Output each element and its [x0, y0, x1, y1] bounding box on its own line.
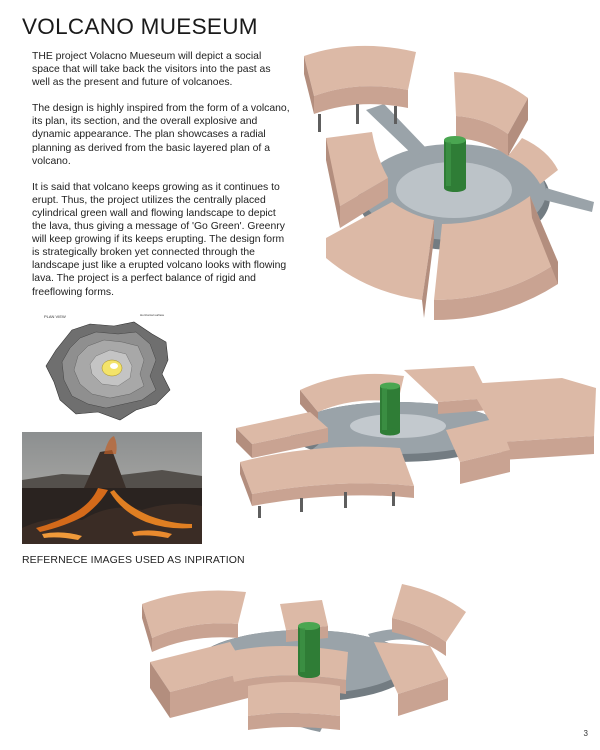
paragraph-intro: THE project Volacno Mueseum will depict a social space that will take back the visitors into the past as well as the present and future of volcanoes.	[32, 51, 271, 89]
paragraph-inspiration: The design is highly inspired from the form of a volcano, its plan, its section, and the overall explosive and dynamic appearance. The plan showcases a radial planning as derived from the basic layered plan of a volcano.	[32, 103, 290, 167]
page-title: VOLCANO MUESEUM	[22, 14, 258, 39]
plan-view-diagram	[32, 312, 192, 427]
model-view-bottom	[130, 582, 470, 742]
plan-view-note: Horizontal surface	[140, 313, 165, 317]
description-text	[32, 50, 290, 312]
model-view-middle	[228, 358, 598, 520]
reference-caption: REFERNECE IMAGES USED AS INPIRATION	[22, 554, 245, 566]
walkway	[544, 188, 594, 212]
model-view-top	[296, 38, 596, 320]
page-number: 3	[583, 729, 588, 738]
paragraph-concept: It is said that volcano keeps growing as it continues to erupt. Thus, the project utilizes the centrally placed cylindrical green wall and flowing landscape to depict the lava, thus giving a message of 'Go Green'. Greenry will keep growing if its keeps erupting. The design form is strategically broken yet connected through the landscape just like a erupted volcano looks with flowing lava. The project is a perfect balance of rigid and freeflowing forms.	[32, 181, 287, 298]
plan-view-title: PLAN VIEW	[44, 314, 66, 319]
volcano-reference-photo	[22, 432, 202, 544]
